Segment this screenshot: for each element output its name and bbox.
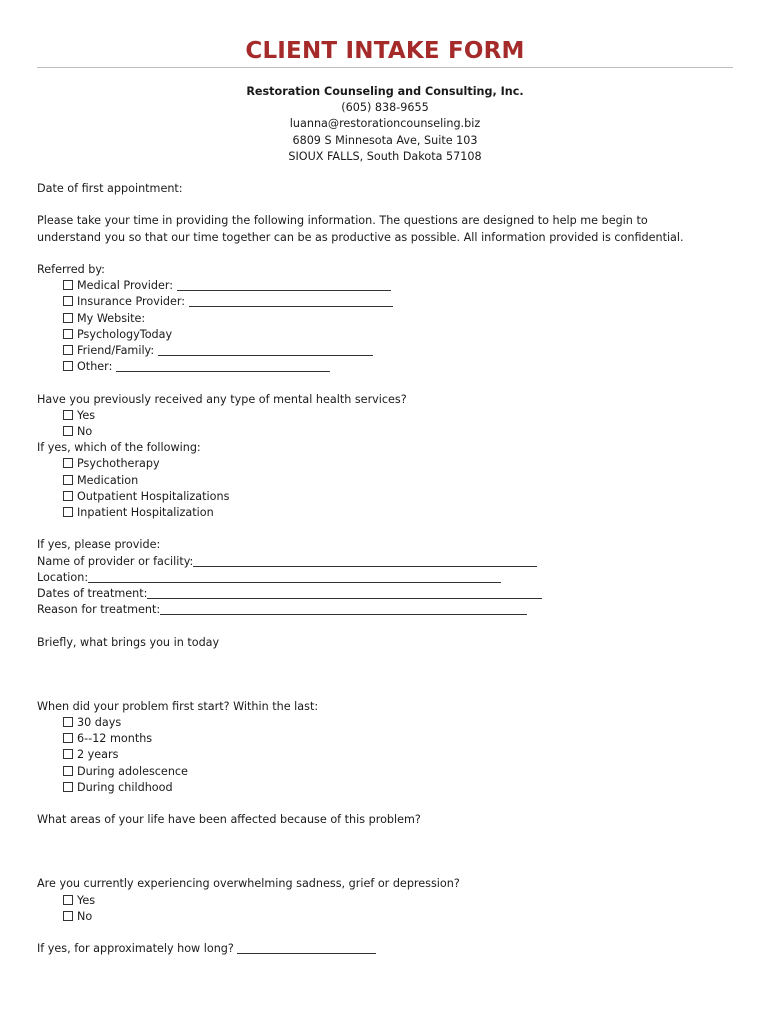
checkbox[interactable] <box>63 895 73 905</box>
which-option-outpatient: Outpatient Hospitalizations <box>37 489 737 505</box>
checkbox[interactable] <box>63 313 73 323</box>
title-divider <box>37 67 733 68</box>
blank-line[interactable] <box>158 343 373 356</box>
blank-line[interactable] <box>116 359 330 372</box>
org-name: Restoration Counseling and Consulting, Inc. <box>246 85 524 98</box>
intro-line-1: Please take your time in providing the following information. The questions are designed to help me begin to <box>37 214 648 228</box>
checkbox[interactable] <box>63 426 73 436</box>
answer-space[interactable] <box>37 828 737 876</box>
checkbox[interactable] <box>63 345 73 355</box>
checkbox[interactable] <box>63 717 73 727</box>
checkbox[interactable] <box>63 475 73 485</box>
referred-option-website: My Website: <box>37 311 737 327</box>
checkbox[interactable] <box>63 733 73 743</box>
which-option-inpatient: Inpatient Hospitalization <box>37 505 737 521</box>
prev-services-question: Have you previously received any type of mental health services? <box>37 392 407 406</box>
referred-option-other: Other: <box>37 359 737 375</box>
blank-line[interactable] <box>193 554 537 567</box>
how-long-field: If yes, for approximately how long? <box>37 941 737 957</box>
which-option-medication: Medication <box>37 473 737 489</box>
sadness-no: No <box>37 909 737 925</box>
dates-field: Dates of treatment: <box>37 586 737 602</box>
blank-line[interactable] <box>88 570 501 583</box>
blank-line[interactable] <box>147 586 542 599</box>
sadness-question: Are you currently experiencing overwhelming sadness, grief or depression? <box>37 877 460 891</box>
checkbox[interactable] <box>63 766 73 776</box>
start-option-childhood: During childhood <box>37 780 737 796</box>
checkbox[interactable] <box>63 329 73 339</box>
start-option-2-years: 2 years <box>37 747 737 763</box>
prev-services-no: No <box>37 424 737 440</box>
which-label: If yes, which of the following: <box>37 441 201 455</box>
referred-option-friend: Friend/Family: <box>37 343 737 359</box>
referred-option-insurance: Insurance Provider: <box>37 294 737 310</box>
checkbox[interactable] <box>63 280 73 290</box>
organization-block <box>0 84 770 165</box>
blank-line[interactable] <box>189 294 393 307</box>
form-title: CLIENT INTAKE FORM <box>245 38 525 64</box>
intro-line-2: understand you so that our time together can be as productive as possible. All information provided is confidential. <box>37 230 684 244</box>
checkbox[interactable] <box>63 361 73 371</box>
sadness-yes: Yes <box>37 893 737 909</box>
checkbox[interactable] <box>63 782 73 792</box>
checkbox[interactable] <box>63 458 73 468</box>
form-body <box>37 181 737 957</box>
location-field: Location: <box>37 570 737 586</box>
org-address-line2: SIOUX FALLS, South Dakota 57108 <box>288 149 482 163</box>
org-address-line1: 6809 S Minnesota Ave, Suite 103 <box>292 133 478 147</box>
checkbox[interactable] <box>63 296 73 306</box>
checkbox[interactable] <box>63 410 73 420</box>
prev-services-yes: Yes <box>37 408 737 424</box>
checkbox[interactable] <box>63 507 73 517</box>
referred-by-label: Referred by: <box>37 262 105 276</box>
answer-space[interactable] <box>37 651 737 699</box>
areas-affected-question: What areas of your life have been affected because of this problem? <box>37 813 421 827</box>
brings-you-in-label: Briefly, what brings you in today <box>37 635 220 649</box>
checkbox[interactable] <box>63 491 73 501</box>
checkbox[interactable] <box>63 911 73 921</box>
reason-field: Reason for treatment: <box>37 602 737 618</box>
org-email: luanna@restorationcounseling.biz <box>289 117 481 131</box>
blank-line[interactable] <box>237 941 376 954</box>
org-phone: (605) 838-9655 <box>341 101 429 115</box>
start-option-6-12-months: 6--12 months <box>37 731 737 747</box>
checkbox[interactable] <box>63 749 73 759</box>
problem-start-question: When did your problem first start? Within the last: <box>37 699 319 713</box>
referred-option-medical: Medical Provider: <box>37 278 737 294</box>
referred-option-psychologytoday: PsychologyToday <box>37 327 737 343</box>
first-appointment-label: Date of first appointment: <box>37 182 183 195</box>
blank-line[interactable] <box>160 602 527 615</box>
start-option-adolescence: During adolescence <box>37 764 737 780</box>
provider-field: Name of provider or facility: <box>37 554 737 570</box>
provide-label: If yes, please provide: <box>37 538 161 552</box>
blank-line[interactable] <box>177 278 391 291</box>
start-option-30-days: 30 days <box>37 715 737 731</box>
which-option-psychotherapy: Psychotherapy <box>37 456 737 472</box>
